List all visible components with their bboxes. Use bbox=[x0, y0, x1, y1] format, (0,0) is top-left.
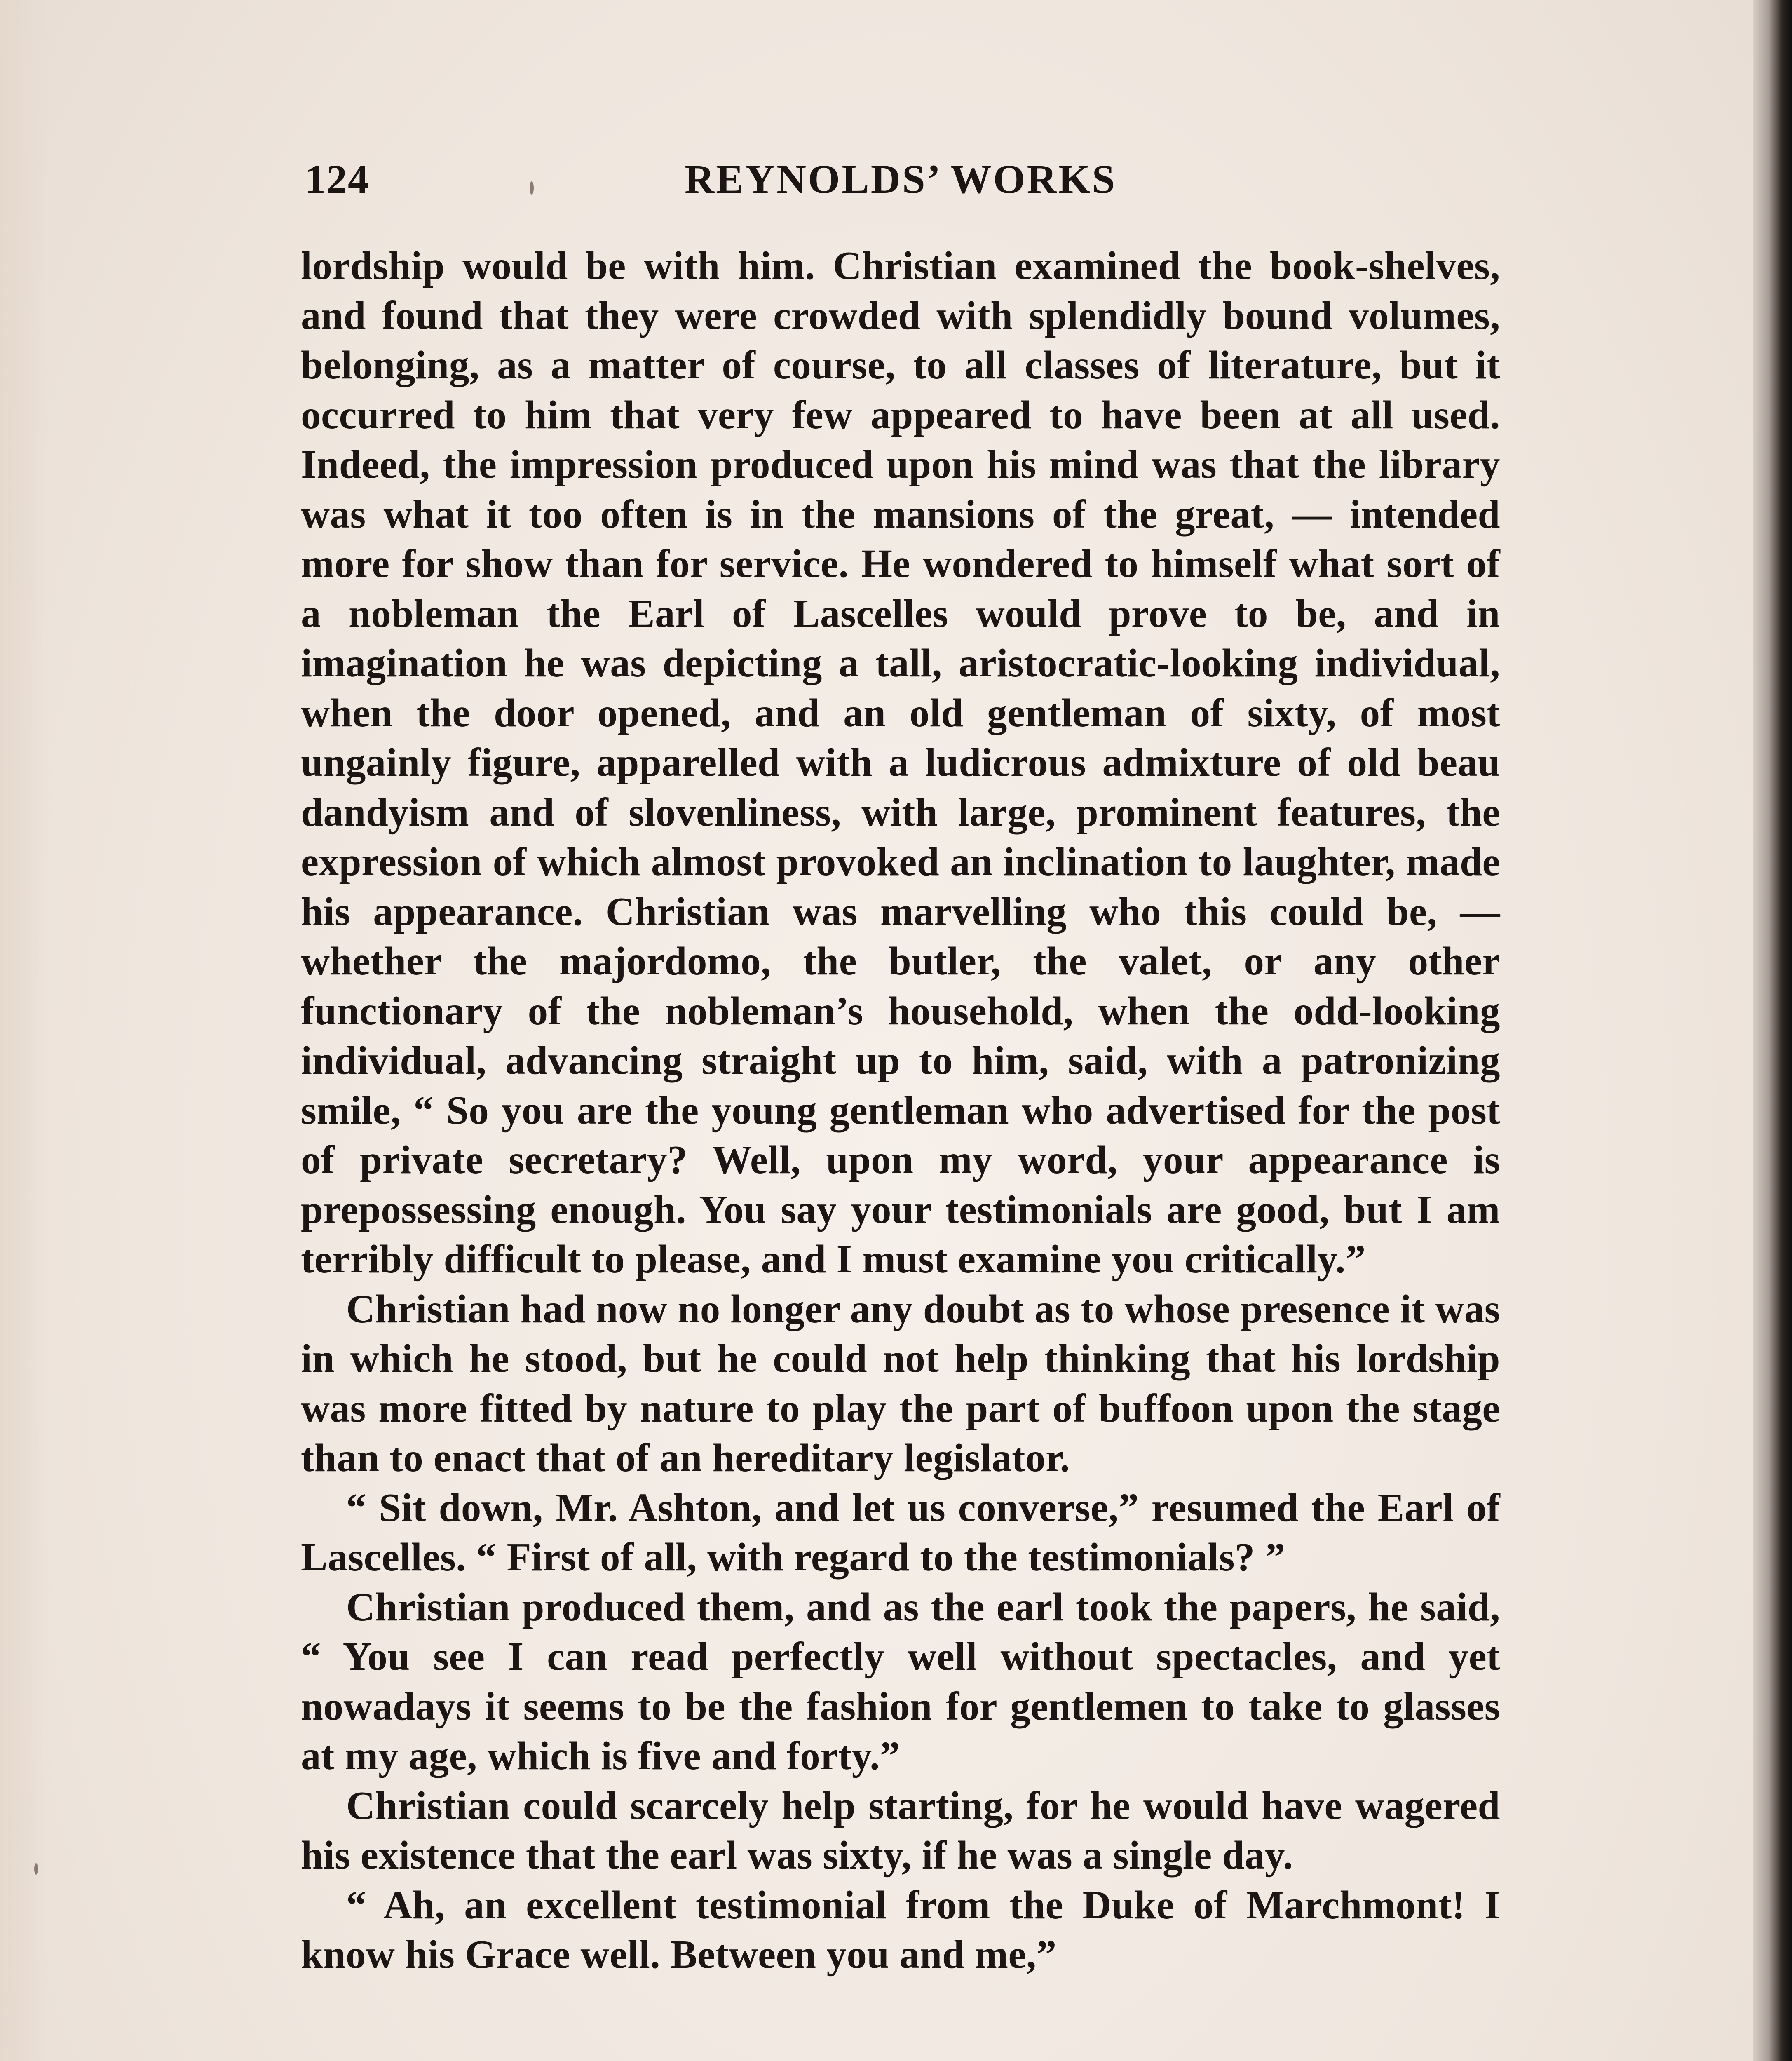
paragraph: “ Ah, an excellent testimonial from the Duke of Marchmont! I know his Grace well. Between you and me,” bbox=[301, 1883, 1500, 1976]
running-title: REYNOLDS’ WORKS bbox=[684, 156, 1117, 202]
page-edge bbox=[1753, 0, 1792, 2061]
body-text bbox=[301, 241, 1500, 1980]
paragraph: Christian could scarcely help starting, for he would have wagered his existence that the earl was sixty, if he was a single day. bbox=[301, 1783, 1500, 1877]
page-number: 124 bbox=[305, 156, 369, 202]
page-gutter-shade bbox=[0, 0, 49, 2061]
paragraph: Christian produced them, and as the earl took the papers, he said, “ You see I can read perfectly well without spectacles, and yet nowadays it seems to be the fashion for gentlemen to take to glasses at my age, which is five and forty.” bbox=[301, 1584, 1500, 1778]
paragraph: Christian had now no longer any doubt as to whose presence it was in which he stood, but he could not help thinking that his lordship was more fitted by nature to play the part of buffoon upon the stage than to enact that of an hereditary legislator. bbox=[301, 1286, 1500, 1480]
paragraph: lordship would be with him. Christian examined the book-shelves, and found that they were crowded with splendidly bound volumes, belonging, as a matter of course, to all classes of literature, but it occurred to him that very few appeared to have been at all used. Indeed, the impression produced upon his mind was that the library was what it too often is in the mansions of the great, — intended more for show than for service. He wondered to himself what sort of a nobleman the Earl of Lascelles would prove to be, and in imagination he was depicting a tall, aristocratic-looking individual, when the door opened, and an old gentleman of sixty, of most ungainly figure, apparelled with a ludicrous admixture of old beau dandyism and of slovenliness, with large, prominent features, the expression of which almost provoked an inclination to laughter, made his appearance. Christian was marvelling who this could be, — whether the majordomo, the butler, the valet, or any other functionary of the nobleman’s household, when the odd-looking individual, advancing straight up to him, said, with a patronizing smile, “ So you are the young gentleman who advertised for the post of private secretary? Well, upon my word, your appearance is prepossessing enough. You say your testimonials are good, but I am terribly difficult to please, and I must examine you critically.” bbox=[301, 244, 1500, 1281]
page-header bbox=[305, 153, 1496, 206]
paragraph: “ Sit down, Mr. Ashton, and let us converse,” resumed the Earl of Lascelles. “ First of all, with regard to the testimonials? ” bbox=[301, 1485, 1500, 1579]
paper-speck bbox=[34, 1863, 38, 1875]
